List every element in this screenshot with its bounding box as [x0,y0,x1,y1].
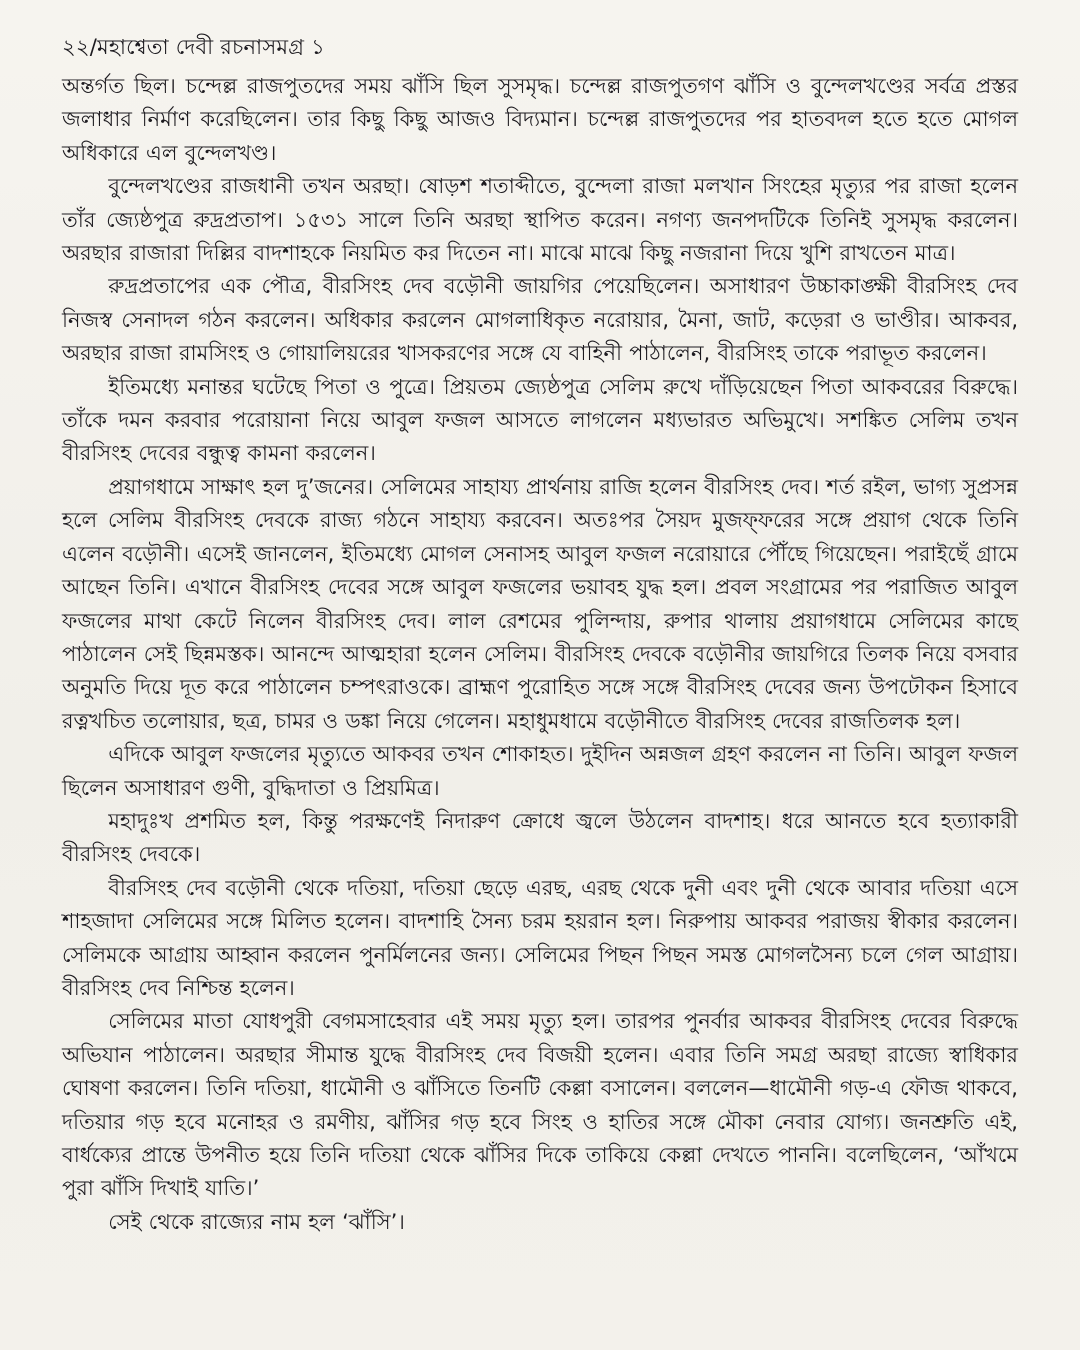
paragraph-1: অন্তর্গত ছিল। চন্দেল্ল রাজপুতদের সময় ঝাঁসি ছিল সুসমৃদ্ধ। চন্দেল্ল রাজপুতগণ ঝাঁসি ও বুন্দেলখণ্ডের সর্বত্র প্রস্তর জলাধার নির্মাণ করেছিলেন। তার কিছু কিছু আজও বিদ্যমান। চন্দেল্ল রাজপুতদের পর হাতবদল হতে হতে মোগল অধিকারে এল বুন্দেলখণ্ড। [62,74,1018,165]
paragraph-10: সেই থেকে রাজ্যের নাম হল ‘ঝাঁসি’। [108,1209,405,1234]
paragraph-8: বীরসিংহ দেব বড়ৌনী থেকে দতিয়া, দতিয়া ছেড়ে এরছ, এরছ থেকে দুনী এবং দুনী থেকে আবার দতিয়া এসে শাহজাদা সেলিমের সঙ্গে মিলিত হলেন। বাদশাহি সৈন্য চরম হয়রান হল। নিরুপায় আকবর পরাজয় স্বীকার করলেন। সেলিমকে আগ্রায় আহ্বান করলেন পুনর্মিলনের জন্য। সেলিমের পিছন পিছন সমস্ত মোগলসৈন্য চলে গেল আগ্রায়। বীরসিংহ দেব নিশ্চিন্ত হলেন। [62,875,1018,1000]
paragraph-5: প্রয়াগধামে সাক্ষাৎ হল দু’জনের। সেলিমের সাহায্য প্রার্থনায় রাজি হলেন বীরসিংহ দেব। শর্ত রইল, ভাগ্য সুপ্রসন্ন হলে সেলিম বীরসিংহ দেবকে রাজ্য গঠনে সাহায্য করবেন। অতঃপর সৈয়দ মুজফ্ফরের সঙ্গে প্রয়াগ থেকে তিনি এলেন বড়ৌনী। এসেই জানলেন, ইতিমধ্যে মোগল সেনাসহ আবুল ফজল নরোয়ারে পৌঁছে গিয়েছেন। পরাইছেঁ গ্রামে আছেন তিনি। এখানে বীরসিংহ দেবের সঙ্গে আবুল ফজলের ভয়াবহ যুদ্ধ হল। প্রবল সংগ্রামের পর পরাজিত আবুল ফজলের মাথা কেটে নিলেন বীরসিংহ দেব। লাল রেশমের পুলিন্দায়, রুপার থালায় প্রয়াগধামে সেলিমের কাছে পাঠালেন সেই ছিন্নমস্তক। আনন্দে আত্মহারা হলেন সেলিম। বীরসিংহ দেবকে বড়ৌনীর জায়গিরে তিলক নিয়ে বসবার অনুমতি দিয়ে দূত করে পাঠালেন চম্পৎরাওকে। ব্রাহ্মণ পুরোহিত সঙ্গে সঙ্গে বীরসিংহ দেবের জন্য উপঢৌকন হিসাবে রত্নখচিত তলোয়ার, ছত্র, চামর ও ডঙ্কা নিয়ে গেলেন। মহাধুমধামে বড়ৌনীতে বীরসিংহ দেবের রাজতিলক হল। [62,474,1018,733]
paragraph-9: সেলিমের মাতা যোধপুরী বেগমসাহেবার এই সময় মৃত্যু হল। তারপর পুনর্বার আকবর বীরসিংহ দেবের বিরুদ্ধে অভিযান পাঠালেন। অরছার সীমান্ত যুদ্ধে বীরসিংহ দেব বিজয়ী হলেন। এবার তিনি সমগ্র অরছা রাজ্যে স্বাধিকার ঘোষণা করলেন। তিনি দতিয়া, ধামৌনী ও ঝাঁসিতে তিনটি কেল্লা বসালেন। বললেন—ধামৌনী গড়-এ ফৌজ থাকবে, দতিয়ার গড় হবে মনোহর ও রমণীয়, ঝাঁসির গড় হবে সিংহ ও হাতির সঙ্গে মৌকা নেবার যোগ্য। জনশ্রুতি এই, বার্ধক্যের প্রান্তে উপনীত হয়ে তিনি দতিয়া থেকে ঝাঁসির দিকে তাকিয়ে কেল্লা দেখতে পাননি। বলেছিলেন, ‘আঁখমে পুরা ঝাঁসি দিখাই যাতি।’ [62,1009,1018,1201]
paragraph-3: রুদ্রপ্রতাপের এক পৌত্র, বীরসিংহ দেব বড়ৌনী জায়গির পেয়েছিলেন। অসাধারণ উচ্চাকাঙ্ক্ষী বীরসিংহ দেব নিজস্ব সেনাদল গঠন করলেন। অধিকার করলেন মোগলাধিকৃত নরোয়ার, মৈনা, জাট, কড়েরা ও ভাণ্ডীর। আকবর, অরছার রাজা রামসিংহ ও গোয়ালিয়রের খাসকরণের সঙ্গে যে বাহিনী পাঠালেন, বীরসিংহ তাকে পরাভূত করলেন। [62,274,1018,366]
running-head: ২২/মহাশ্বেতা দেবী রচনাসমগ্র ১ [62,35,325,59]
paragraph-4: ইতিমধ্যে মনান্তর ঘটেছে পিতা ও পুত্রে। প্রিয়তম জ্যেষ্ঠপুত্র সেলিম রুখে দাঁড়িয়েছেন পিতা আকবরের বিরুদ্ধে। তাঁকে দমন করবার পরোয়ানা নিয়ে আবুল ফজল আসতে লাগলেন মধ্যভারত অভিমুখে। সশঙ্কিত সেলিম তখন বীরসিংহ দেবের বন্ধুত্ব কামনা করলেন। [62,374,1018,466]
paragraph-6: এদিকে আবুল ফজলের মৃত্যুতে আকবর তখন শোকাহত। দুইদিন অন্নজল গ্রহণ করলেন না তিনি। আবুল ফজল ছিলেন অসাধারণ গুণী, বুদ্ধিদাতা ও প্রিয়মিত্র। [62,742,1018,800]
paragraph-2: বুন্দেলখণ্ডের রাজধানী তখন অরছা। ষোড়শ শতাব্দীতে, বুন্দেলা রাজা মলখান সিংহের মৃত্যুর পর রাজা হলেন তাঁর জ্যেষ্ঠপুত্র রুদ্রপ্রতাপ। ১৫৩১ সালে তিনি অরছা স্থাপিত করেন। নগণ্য জনপদটিকে তিনিই সুসমৃদ্ধ করলেন। অরছার রাজারা দিল্লির বাদশাহকে নিয়মিত কর দিতেন না। মাঝে মাঝে কিছু নজরানা দিয়ে খুশি রাখতেন মাত্র। [62,174,1018,266]
paragraph-7: মহাদুঃখ প্রশমিত হল, কিন্তু পরক্ষণেই নিদারুণ ক্রোধে জ্বলে উঠলেন বাদশাহ। ধরে আনতে হবে হত্যাকারী বীরসিংহ দেবকে। [62,808,1018,867]
